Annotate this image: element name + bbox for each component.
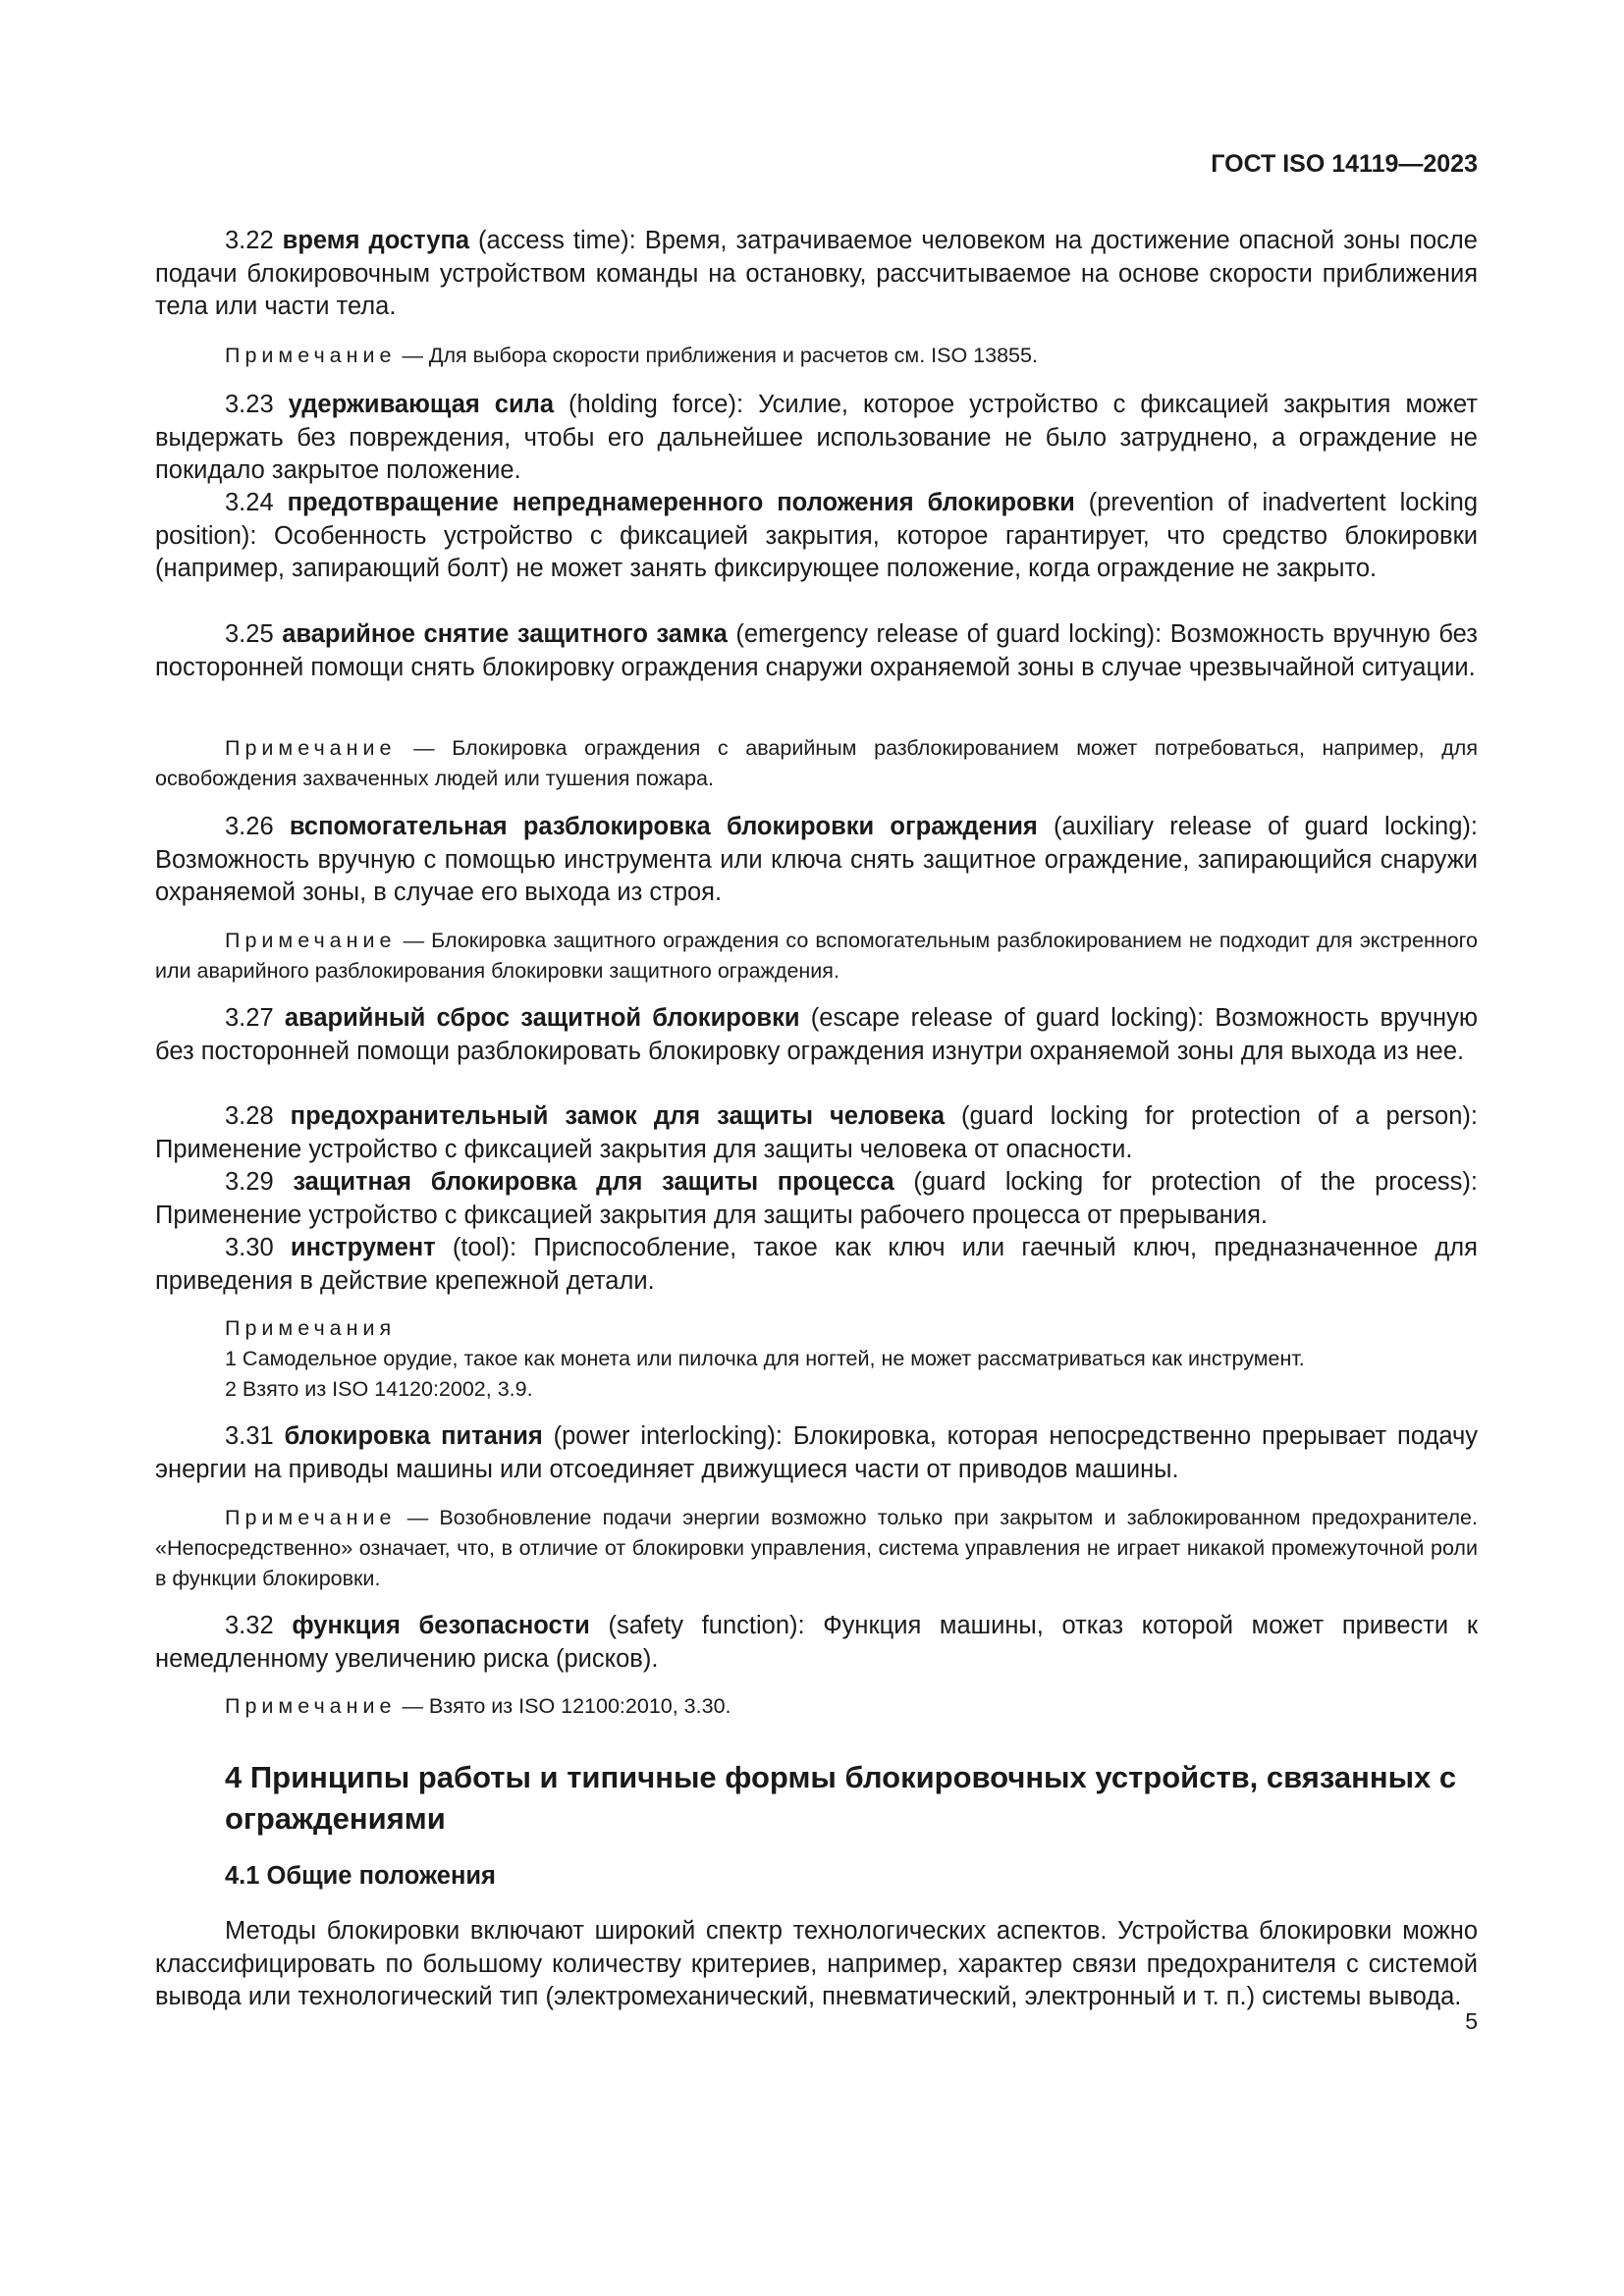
- page-number: 5: [1465, 2008, 1478, 2034]
- definition-text: (holding force): Усилие, которое устройство с фиксацией закрытия может выдержать без повреждения, чтобы его дальнейшее использование не было затруднено, а ограждение не покидало закрытое положение.: [155, 391, 1479, 484]
- definition-text: (guard locking for protection of the process): Применение устройство с фиксацией закрытия для защиты рабочего процесса от прерывания.: [155, 1168, 1478, 1229]
- note-text: — Возобновление подачи энергии возможно только при закрытом и заблокированном предохранителе. «Непосредственно» означает, что, в отличие от блокировки управления, система управления не играет никакой промежуточной роли в функции блокировки.: [155, 1506, 1478, 1590]
- definition-3-30: [155, 1232, 1478, 1298]
- note-text: — Блокировка защитного ограждения со вспомогательным разблокированием не подходит для экстренного или аварийного разблокирования блокировки защитного ограждения.: [155, 929, 1478, 983]
- definition-text: (emergency release of guard locking): Возможность вручную без посторонней помощи снять блокировку ограждения снаружи охраняемой зоны в случае чрезвычайной ситуации.: [155, 620, 1478, 681]
- clause-number: 3.28: [225, 1102, 274, 1130]
- clause-number: 3.22: [225, 227, 274, 254]
- term: удерживающая сила: [288, 391, 555, 418]
- note-label: Примечание: [225, 929, 397, 952]
- definition-text: (power interlocking): Блокировка, которая непосредственно прерывает подачу энергии на приводы машины или отсоединяет движущиеся части от приводов машины.: [155, 1422, 1478, 1483]
- term: предохранительный замок для защиты человека: [290, 1102, 945, 1130]
- term: блокировка питания: [284, 1422, 543, 1450]
- definition-text: (guard locking for protection of a person): Применение устройство с фиксацией закрытия для защиты человека от опасности.: [155, 1102, 1478, 1163]
- definition-3-31: [155, 1420, 1478, 1486]
- clause-number: 3.31: [225, 1422, 274, 1450]
- term: инструмент: [290, 1234, 436, 1261]
- term: защитная блокировка для защиты процесса: [293, 1168, 894, 1196]
- clause-number: 3.29: [225, 1168, 274, 1196]
- section-4-1-paragraph: Методы блокировки включают широкий спектр технологических аспектов. Устройства блокировки можно классифицировать по большому количеству критериев, например, характер связи предохранителя с системой вывода или технологический тип (электромеханический, пневматический, электронный и т. п.) системы вывода.: [155, 1917, 1478, 2010]
- definition-text: (auxiliary release of guard locking): Возможность вручную с помощью инструмента или ключа снять защитное ограждение, запирающийся снаружи охраняемой зоны, в случае его выхода из строя.: [155, 813, 1478, 906]
- definition-3-32: [155, 1610, 1478, 1676]
- definition-3-28: [155, 1100, 1478, 1166]
- definition-3-22: [155, 225, 1478, 324]
- term: предотвращение непреднамеренного положения блокировки: [287, 489, 1075, 516]
- definition-3-24: [155, 487, 1478, 586]
- term: аварийный сброс защитной блокировки: [284, 1004, 800, 1032]
- definition-3-23: [155, 389, 1478, 488]
- clause-number: 3.25: [225, 620, 274, 648]
- clause-number: 3.26: [225, 813, 274, 840]
- note-3-22: [155, 341, 1478, 371]
- definition-3-25: [155, 618, 1478, 684]
- definition-text: (tool): Приспособление, такое как ключ или гаечный ключ, предназначенное для приведения в действие крепежной детали.: [155, 1234, 1478, 1295]
- note-label: Примечание: [225, 1694, 397, 1718]
- subsection-4-1-heading: 4.1 Общие положения: [225, 1862, 496, 1890]
- clause-number: 3.27: [225, 1004, 274, 1032]
- note-3-32: [155, 1691, 1478, 1722]
- notes-label: Примечания: [225, 1316, 397, 1340]
- note-3-26: [155, 926, 1478, 987]
- document-header: ГОСТ ISO 14119—2023: [1211, 150, 1478, 178]
- definition-3-27: [155, 1002, 1478, 1068]
- term: время доступа: [282, 227, 470, 254]
- clause-number: 3.23: [225, 391, 274, 418]
- definition-text: (prevention of inadvertent locking position): Особенность устройство с фиксацией закрытия, которое гарантирует, что средство блокировки (например, запирающий болт) не может занять фиксирующее положение, когда ограждение не закрыто.: [155, 489, 1478, 582]
- definition-3-26: [155, 811, 1478, 910]
- definition-3-29: [155, 1166, 1478, 1232]
- note-label: Примечание: [225, 736, 397, 760]
- note-3-25: [155, 733, 1478, 794]
- clause-number: 3.30: [225, 1234, 274, 1261]
- note-text: — Взято из ISO 12100:2010, 3.30.: [402, 1694, 731, 1718]
- note-item: 2 Взято из ISO 14120:2002, 3.9.: [225, 1377, 533, 1401]
- term: аварийное снятие защитного замка: [282, 620, 728, 648]
- note-3-31: [155, 1503, 1478, 1594]
- note-label: Примечание: [225, 344, 397, 367]
- note-text: — Для выбора скорости приближения и расчетов см. ISO 13855.: [402, 344, 1038, 367]
- term: вспомогательная разблокировка блокировки ограждения: [289, 813, 1038, 840]
- note-label: Примечание: [225, 1506, 397, 1529]
- definition-text: (access time): Время, затрачиваемое человеком на достижение опасной зоны после подачи блокировочным устройством команды на остановку, рассчитываемое на основе скорости приближения тела или части тела.: [155, 227, 1478, 320]
- clause-number: 3.32: [225, 1612, 274, 1639]
- notes-3-30: [225, 1313, 1478, 1405]
- note-item: 1 Самодельное орудие, такое как монета или пилочка для ногтей, не может рассматриваться как инструмент.: [225, 1347, 1305, 1370]
- term: функция безопасности: [292, 1612, 590, 1639]
- definition-text: (escape release of guard locking): Возможность вручную без посторонней помощи разблокировать блокировку ограждения изнутри охраняемой зоны для выхода из нее.: [155, 1004, 1478, 1065]
- clause-number: 3.24: [225, 489, 274, 516]
- section-4-heading: 4 Принципы работы и типичные формы блокировочных устройств, связанных с ограждениями: [225, 1760, 1457, 1836]
- definition-text: (safety function): Функция машины, отказ которой может привести к немедленному увеличению риска (рисков).: [155, 1612, 1478, 1673]
- note-text: — Блокировка ограждения с аварийным разблокированием может потребоваться, например, для освобождения захваченных людей или тушения пожара.: [155, 736, 1478, 790]
